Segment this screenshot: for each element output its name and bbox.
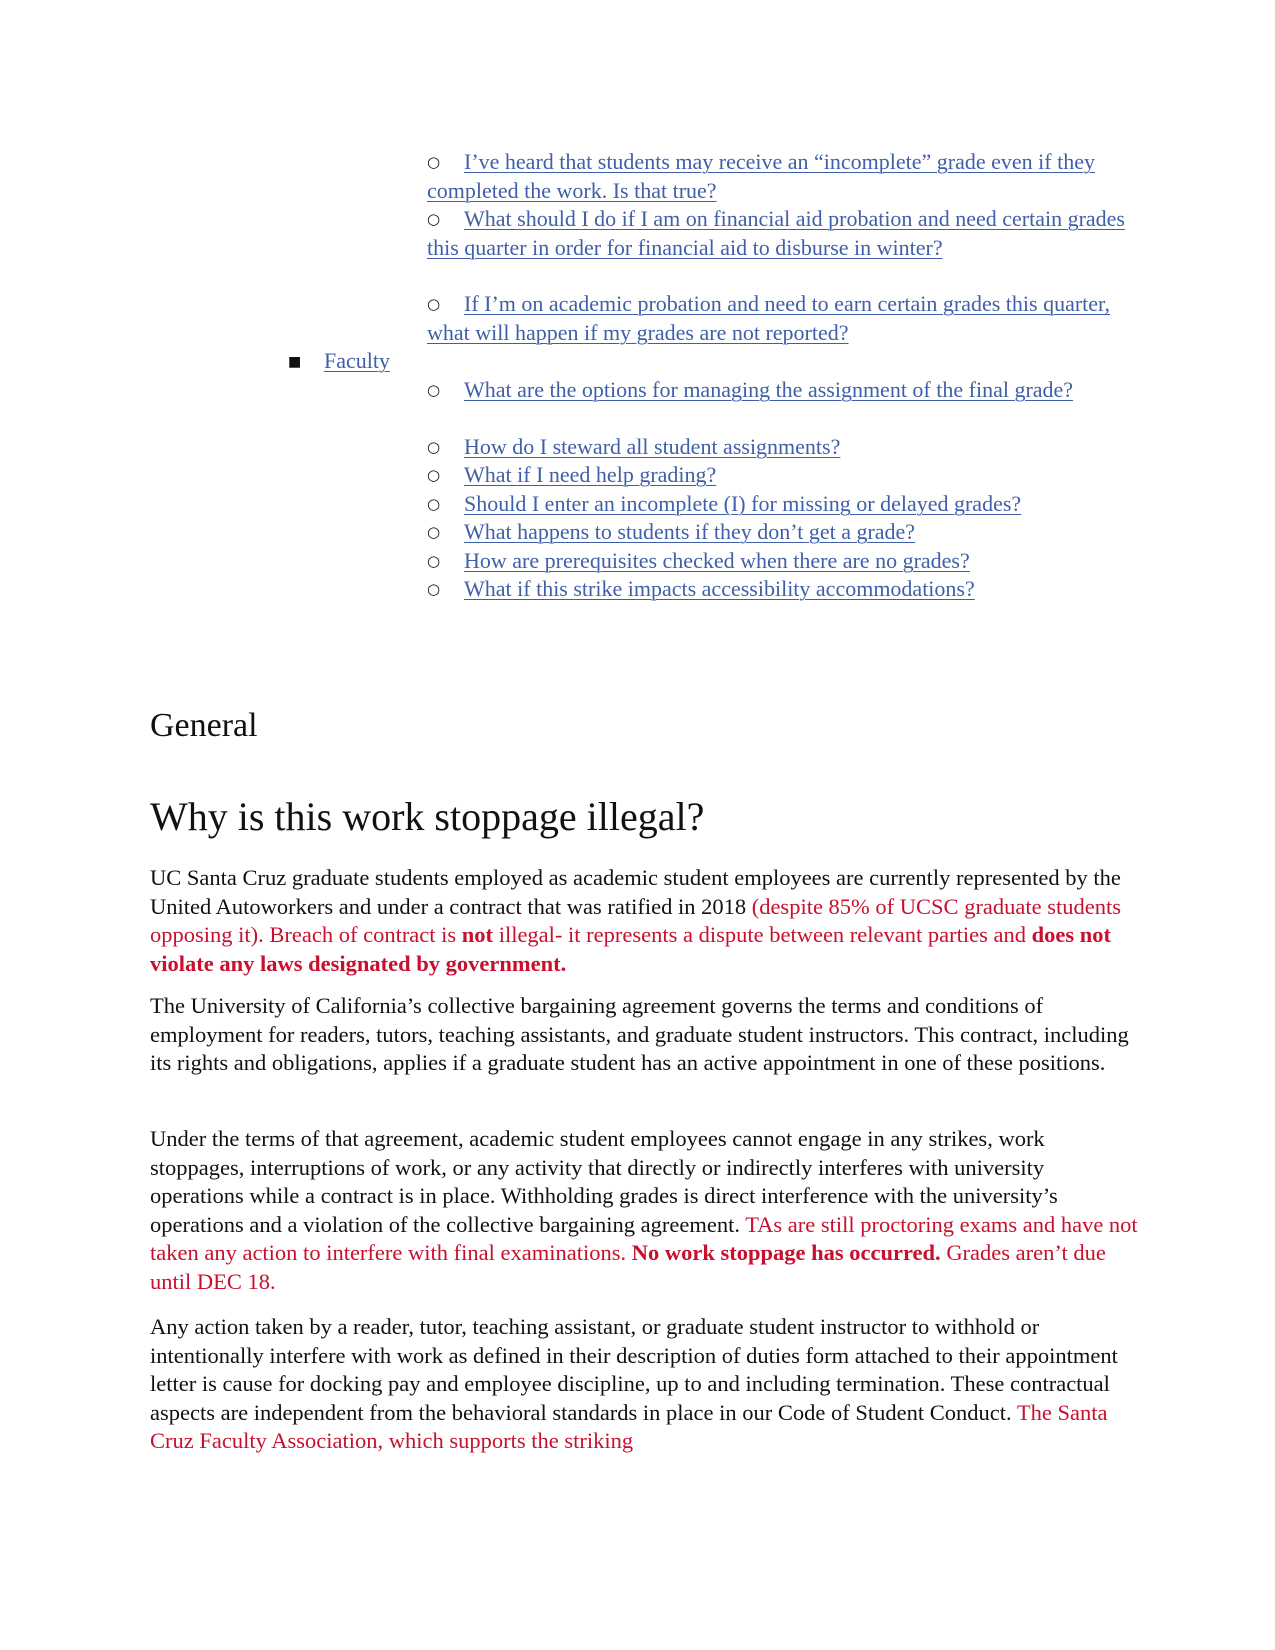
circle-bullet-icon: ○: [427, 523, 441, 541]
toc-link-text[interactable]: How do I steward all student assignments?: [464, 434, 841, 459]
toc-link-text[interactable]: How are prerequisites checked when there are no grades?: [464, 548, 970, 573]
annotation-emphasis: No work stoppage has occurred.: [631, 1240, 941, 1265]
paragraph-discipline: [150, 1313, 1140, 1456]
toc-link-prerequisites[interactable]: [427, 547, 1127, 576]
toc-link-text[interactable]: What are the options for managing the assignment of the final grade?: [464, 377, 1074, 402]
toc-link-incomplete-grade[interactable]: [427, 148, 1127, 205]
section-heading-general: General: [150, 707, 258, 744]
toc-link-accessibility[interactable]: [427, 575, 1127, 604]
toc-link-text[interactable]: What if this strike impacts accessibility accommodations?: [464, 576, 975, 601]
paragraph-text: Any action taken by a reader, tutor, teaching assistant, or graduate student instructor to withhold or intentionally interfere with work as defined in their description of duties form attached to their appointment letter is cause for docking pay and employee discipline, up to and including termination. These contractual aspects are independent from the behavioral standards in place in our Code of Student Conduct.: [150, 1314, 1118, 1425]
toc-link-text[interactable]: What happens to students if they don’t get a grade?: [464, 519, 916, 544]
annotation-emphasis: does not violate any laws designated by government.: [150, 922, 1111, 976]
circle-bullet-icon: ○: [427, 580, 441, 598]
toc-link-text[interactable]: I’ve heard that students may receive an “incomplete” grade even if they completed the work. Is that true?: [427, 149, 1095, 203]
annotation-text: Grades aren’t due until DEC 18.: [150, 1240, 1106, 1294]
toc-link-faculty[interactable]: [288, 347, 688, 377]
circle-bullet-icon: ○: [427, 381, 441, 399]
circle-bullet-icon: ○: [427, 295, 441, 313]
toc-link-text[interactable]: What should I do if I am on financial aid probation and need certain grades this quarter in order for financial aid to disburse in winter?: [427, 206, 1125, 260]
toc-link-text[interactable]: Faculty: [324, 348, 390, 373]
toc-link-academic-probation[interactable]: [427, 290, 1127, 347]
circle-bullet-icon: ○: [427, 210, 441, 228]
circle-bullet-icon: ○: [427, 552, 441, 570]
annotation-emphasis: not: [461, 922, 494, 947]
toc-link-help-grading[interactable]: [427, 461, 1127, 490]
toc-link-students-no-grade[interactable]: [427, 518, 1127, 547]
paragraph-text: UC Santa Cruz graduate students employed as academic student employees are currently represented by the United Autoworkers and under a contract that was ratified in 2018: [150, 865, 1121, 919]
paragraph-representation: [150, 864, 1140, 978]
annotation-text: The Santa Cruz Faculty Association, which supports the striking: [150, 1399, 1108, 1453]
paragraph-agreement: The University of California’s collective bargaining agreement governs the terms and conditions of employment for readers, tutors, teaching assistants, and graduate student instructors. This contract, including its rights and obligations, applies if a graduate student has an active appointment in one of these positions.: [150, 993, 1129, 1075]
paragraph-terms: [150, 1125, 1140, 1296]
circle-bullet-icon: ○: [427, 438, 441, 456]
circle-bullet-icon: ○: [427, 466, 441, 484]
annotation-text: illegal- it represents a dispute between relevant parties and: [493, 922, 1032, 947]
toc-link-text[interactable]: If I’m on academic probation and need to earn certain grades this quarter, what will happen if my grades are not reported?: [427, 291, 1111, 345]
square-bullet-icon: ■: [288, 354, 302, 370]
toc-link-enter-incomplete[interactable]: [427, 490, 1127, 519]
paragraph-text: Under the terms of that agreement, academic student employees cannot engage in any strikes, work stoppages, interruptions of work, or any activity that directly or indirectly interferes with university operations while a contract is in place. Withholding grades is direct interference with the university’s operations and a violation of the collective bargaining agreement.: [150, 1126, 1058, 1237]
circle-bullet-icon: ○: [427, 495, 441, 513]
annotation-text: (despite 85% of UCSC graduate students opposing it). Breach of contract is: [150, 893, 1122, 947]
toc-link-final-grade-options[interactable]: [427, 376, 1127, 405]
toc-link-text[interactable]: What if I need help grading?: [464, 462, 717, 487]
toc-link-text[interactable]: Should I enter an incomplete (I) for missing or delayed grades?: [464, 491, 1022, 516]
toc-link-financial-aid[interactable]: [427, 205, 1127, 262]
question-heading: Why is this work stoppage illegal?: [150, 794, 705, 839]
toc-link-steward-assignments[interactable]: [427, 433, 1127, 462]
annotation-text: TAs are still proctoring exams and have not taken any action to interfere with final examinations.: [150, 1211, 1138, 1265]
circle-bullet-icon: ○: [427, 153, 441, 171]
